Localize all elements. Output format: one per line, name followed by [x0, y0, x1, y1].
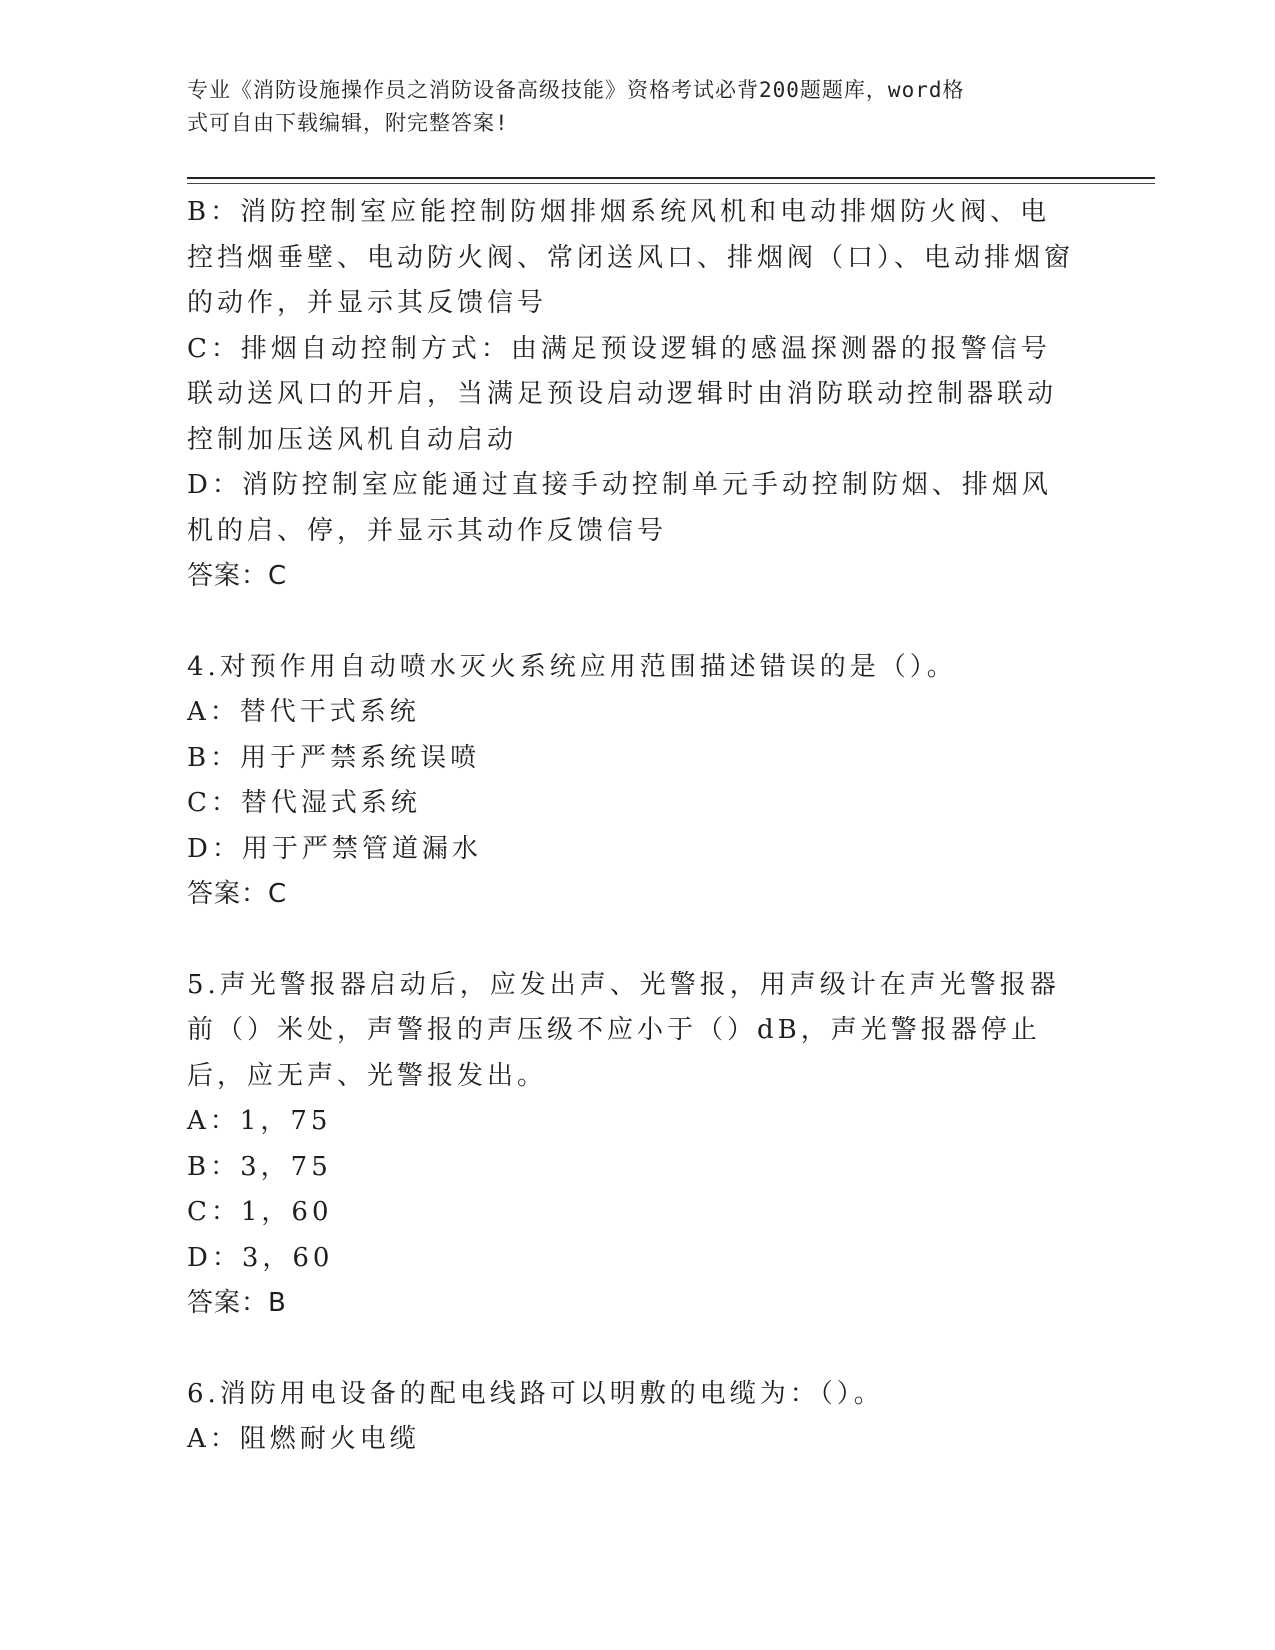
- question-5-block: [187, 963, 1077, 1327]
- q3-option-c: C：排烟自动控制方式：由满足预设逻辑的感温探测器的报警信号联动送风口的开启，当满足预设启动逻辑时由消防联动控制器联动控制加压送风机自动启动: [187, 333, 1058, 455]
- document-header: [187, 74, 1067, 140]
- q4-option-b: B：用于严禁系统误喷: [187, 742, 481, 773]
- q4-option-d: D：用于严禁管道漏水: [187, 833, 482, 864]
- q4-answer: 答案：C: [187, 879, 288, 909]
- q5-question: 5.声光警报器启动后，应发出声、光警报，用声级计在声光警报器前（）米处，声警报的声压级不应小于（）dB，声光警报器停止后，应无声、光警报发出。: [187, 969, 1060, 1091]
- q5-option-c: C：1，60: [187, 1197, 333, 1227]
- q3-answer: 答案：C: [187, 561, 288, 591]
- q6-option-a: A：阻燃耐火电缆: [187, 1424, 420, 1454]
- q5-option-d: D：3，60: [187, 1242, 334, 1273]
- q4-option-a: A：替代干式系统: [187, 697, 420, 727]
- question-6-block: [187, 1372, 1077, 1463]
- spacer: [187, 600, 1077, 645]
- q5-option-a: A：1，75: [187, 1106, 332, 1136]
- document-body: [187, 190, 1077, 1463]
- spacer: [187, 918, 1077, 963]
- header-title-line-1: 专业《消防设施操作员之消防设备高级技能》资格考试必背200题题库，word格: [187, 78, 965, 102]
- q6-question: 6.消防用电设备的配电线路可以明敷的电缆为：（）。: [187, 1378, 884, 1409]
- q5-answer: 答案：B: [187, 1288, 287, 1318]
- spacer: [187, 1327, 1077, 1372]
- header-divider-thick: [187, 177, 1155, 179]
- q4-option-c: C：替代湿式系统: [187, 788, 421, 818]
- q4-question: 4.对预作用自动喷水灭火系统应用范围描述错误的是（）。: [187, 651, 957, 682]
- q5-option-b: B：3，75: [187, 1151, 332, 1182]
- question-4-block: [187, 645, 1077, 918]
- header-title-line-2: 式可自由下载编辑，附完整答案!: [187, 111, 509, 135]
- q3-option-b: B：消防控制室应能控制防烟排烟系统风机和电动排烟防火阀、电控挡烟垂壁、电动防火阀、常闭送风口、排烟阀（口）、电动排烟窗的动作，并显示其反馈信号: [187, 197, 1075, 318]
- q3-option-d: D：消防控制室应能通过直接手动控制单元手动控制防烟、排烟风机的启、停，并显示其动作反馈信号: [187, 470, 1052, 546]
- question-3-block: [187, 190, 1077, 600]
- header-divider-thin: [187, 183, 1155, 184]
